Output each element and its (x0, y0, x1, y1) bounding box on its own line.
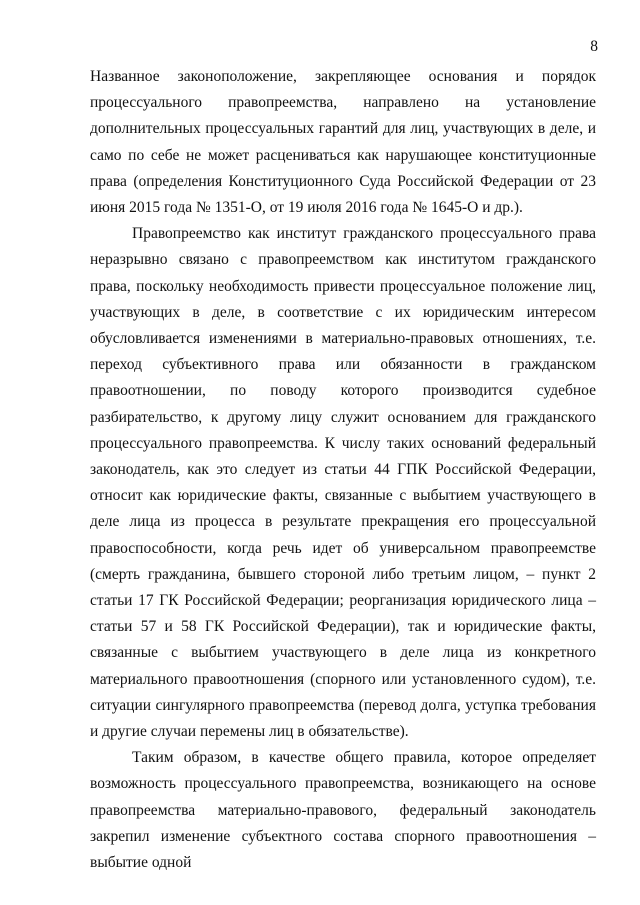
paragraph-succession-institute: Правопреемство как институт гражданского процессуального права неразрывно связано с правопреемством как институтом гражданского права, поскольку необходимость привести процессуальное положение лиц, участвующих в деле, в соответствие с их юридическим интересом обусловливается изменениями в материально-правовых отношениях, т.е. переход субъективного права или обязанности в гражданском правоотношении, по поводу которого производится судебное разбирательство, к другому лицу служит основанием для гражданского процессуального правопреемства. К числу таких оснований федеральный законодатель, как это следует из статьи 44 ГПК Российской Федерации, относит как юридические факты, связанные с выбытием участвующего в деле лица из процесса в результате прекращения его процессуальной правоспособности, когда речь идет об универсальном правопреемстве (смерть гражданина, бывшего стороной либо третьим лицом, – пункт 2 статьи 17 ГК Российской Федерации; реорганизация юридического лица – статьи 57 и 58 ГК Российской Федерации), так и юридические факты, связанные с выбытием участвующего в деле лица из конкретного материального правоотношения (спорного или установленного судом), т.е. ситуации сингулярного правопреемства (перевод долга, уступка требования и другие случаи перемены лиц в обязательстве). (90, 225, 596, 741)
page-number: 8 (590, 38, 598, 55)
paragraph-continuation: Названное законоположение, закрепляющее основания и порядок процессуального правопреемства, направлено на установление дополнительных процессуальных гарантий для лиц, участвующих в деле, и само по себе не может расцениваться как нарушающее конституционные права (определения Конституционного Суда Российской Федерации от 23 июня 2015 года № 1351-О, от 19 июля 2016 года № 1645-О и др.). (90, 68, 596, 217)
paragraph-conclusion: Таким образом, в качестве общего правила, которое определяет возможность процессуального правопреемства, возникающего на основе правопреемства материально-правового, федеральный законодатель закрепил изменение субъектного состава спорного правоотношения – выбытие одной (90, 749, 596, 872)
document-body (90, 64, 596, 876)
